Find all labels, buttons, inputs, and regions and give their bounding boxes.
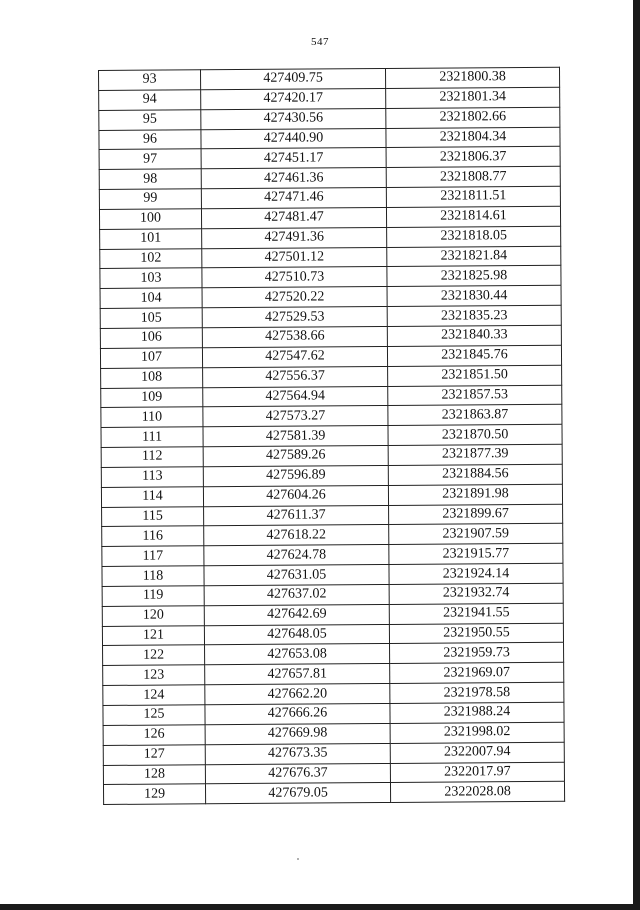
point-number-cell: 111 bbox=[101, 427, 203, 448]
x-coordinate-cell: 427596.89 bbox=[203, 465, 388, 486]
x-coordinate-cell: 427538.66 bbox=[202, 326, 387, 347]
x-coordinate-cell: 427510.73 bbox=[202, 267, 387, 288]
point-number-cell: 102 bbox=[100, 248, 202, 269]
x-coordinate-cell: 427642.69 bbox=[204, 604, 389, 625]
x-coordinate-cell: 427581.39 bbox=[203, 426, 388, 447]
y-coordinate-cell: 2321899.67 bbox=[389, 504, 563, 525]
y-coordinate-cell: 2322017.97 bbox=[390, 762, 564, 783]
point-number-cell: 120 bbox=[102, 606, 204, 627]
y-coordinate-cell: 2321998.02 bbox=[390, 722, 564, 743]
y-coordinate-cell: 2321845.76 bbox=[387, 345, 561, 366]
point-number-cell: 95 bbox=[99, 109, 201, 130]
y-coordinate-cell: 2321835.23 bbox=[387, 305, 561, 326]
y-coordinate-cell: 2321801.34 bbox=[386, 87, 560, 108]
y-coordinate-cell: 2321857.53 bbox=[388, 385, 562, 406]
x-coordinate-cell: 427624.78 bbox=[204, 545, 389, 566]
x-coordinate-cell: 427520.22 bbox=[202, 287, 387, 308]
x-coordinate-cell: 427662.20 bbox=[205, 684, 390, 705]
point-number-cell: 106 bbox=[100, 328, 202, 349]
y-coordinate-cell: 2321969.07 bbox=[390, 663, 564, 684]
point-number-cell: 108 bbox=[101, 367, 203, 388]
point-number-cell: 99 bbox=[99, 189, 201, 210]
x-coordinate-cell: 427673.35 bbox=[205, 743, 390, 764]
point-number-cell: 128 bbox=[103, 764, 205, 785]
y-coordinate-cell: 2321808.77 bbox=[386, 166, 560, 187]
y-coordinate-cell: 2321818.05 bbox=[387, 226, 561, 247]
table-row bbox=[103, 782, 564, 805]
point-number-cell: 129 bbox=[103, 784, 205, 805]
x-coordinate-cell: 427430.56 bbox=[201, 108, 386, 129]
point-number-cell: 103 bbox=[100, 268, 202, 289]
scan-speck bbox=[297, 858, 299, 860]
y-coordinate-cell: 2321800.38 bbox=[385, 67, 559, 88]
x-coordinate-cell: 427618.22 bbox=[204, 525, 389, 546]
x-coordinate-cell: 427669.98 bbox=[205, 723, 390, 744]
point-number-cell: 115 bbox=[102, 506, 204, 527]
x-coordinate-cell: 427604.26 bbox=[203, 485, 388, 506]
point-number-cell: 114 bbox=[101, 486, 203, 507]
x-coordinate-cell: 427611.37 bbox=[204, 505, 389, 526]
y-coordinate-cell: 2321840.33 bbox=[387, 325, 561, 346]
point-number-cell: 97 bbox=[99, 149, 201, 170]
point-number-cell: 105 bbox=[100, 308, 202, 329]
x-coordinate-cell: 427631.05 bbox=[204, 565, 389, 586]
y-coordinate-cell: 2321988.24 bbox=[390, 702, 564, 723]
y-coordinate-cell: 2321891.98 bbox=[388, 484, 562, 505]
y-coordinate-cell: 2321941.55 bbox=[389, 603, 563, 624]
x-coordinate-cell: 427679.05 bbox=[205, 783, 390, 804]
coordinates-table-container bbox=[98, 67, 561, 805]
point-number-cell: 94 bbox=[99, 90, 201, 111]
point-number-cell: 110 bbox=[101, 407, 203, 428]
point-number-cell: 104 bbox=[100, 288, 202, 309]
point-number-cell: 109 bbox=[101, 387, 203, 408]
y-coordinate-cell: 2321870.50 bbox=[388, 424, 562, 445]
y-coordinate-cell: 2321825.98 bbox=[387, 266, 561, 287]
point-number-cell: 118 bbox=[102, 566, 204, 587]
y-coordinate-cell: 2321932.74 bbox=[389, 583, 563, 604]
point-number-cell: 121 bbox=[102, 625, 204, 646]
y-coordinate-cell: 2321915.77 bbox=[389, 544, 563, 565]
point-number-cell: 127 bbox=[103, 744, 205, 765]
point-number-cell: 126 bbox=[103, 725, 205, 746]
page-number: 547 bbox=[311, 36, 329, 48]
x-coordinate-cell: 427529.53 bbox=[202, 307, 387, 328]
y-coordinate-cell: 2321830.44 bbox=[387, 286, 561, 307]
point-number-cell: 124 bbox=[103, 685, 205, 706]
y-coordinate-cell: 2321821.84 bbox=[387, 246, 561, 267]
coordinates-table bbox=[98, 67, 565, 805]
scan-edge-right bbox=[633, 0, 640, 910]
point-number-cell: 93 bbox=[99, 70, 201, 91]
coordinates-table-body bbox=[99, 67, 565, 804]
y-coordinate-cell: 2321884.56 bbox=[388, 464, 562, 485]
x-coordinate-cell: 427461.36 bbox=[201, 168, 386, 189]
point-number-cell: 98 bbox=[99, 169, 201, 190]
y-coordinate-cell: 2321959.73 bbox=[390, 643, 564, 664]
point-number-cell: 107 bbox=[100, 348, 202, 369]
x-coordinate-cell: 427648.05 bbox=[204, 624, 389, 645]
y-coordinate-cell: 2321804.34 bbox=[386, 127, 560, 148]
point-number-cell: 101 bbox=[100, 229, 202, 250]
point-number-cell: 122 bbox=[103, 645, 205, 666]
x-coordinate-cell: 427491.36 bbox=[202, 227, 387, 248]
point-number-cell: 113 bbox=[101, 467, 203, 488]
x-coordinate-cell: 427573.27 bbox=[203, 406, 388, 427]
point-number-cell: 96 bbox=[99, 129, 201, 150]
x-coordinate-cell: 427556.37 bbox=[203, 366, 388, 387]
x-coordinate-cell: 427501.12 bbox=[202, 247, 387, 268]
point-number-cell: 119 bbox=[102, 586, 204, 607]
y-coordinate-cell: 2321811.51 bbox=[386, 186, 560, 207]
scan-edge-bottom bbox=[0, 904, 640, 910]
point-number-cell: 117 bbox=[102, 546, 204, 567]
x-coordinate-cell: 427547.62 bbox=[202, 346, 387, 367]
x-coordinate-cell: 427589.26 bbox=[203, 446, 388, 467]
x-coordinate-cell: 427451.17 bbox=[201, 148, 386, 169]
y-coordinate-cell: 2321877.39 bbox=[388, 444, 562, 465]
y-coordinate-cell: 2321924.14 bbox=[389, 563, 563, 584]
y-coordinate-cell: 2322007.94 bbox=[390, 742, 564, 763]
y-coordinate-cell: 2321802.66 bbox=[386, 107, 560, 128]
y-coordinate-cell: 2321863.87 bbox=[388, 405, 562, 426]
x-coordinate-cell: 427440.90 bbox=[201, 128, 386, 149]
y-coordinate-cell: 2321851.50 bbox=[388, 365, 562, 386]
x-coordinate-cell: 427471.46 bbox=[201, 188, 386, 209]
x-coordinate-cell: 427409.75 bbox=[201, 68, 386, 89]
x-coordinate-cell: 427666.26 bbox=[205, 703, 390, 724]
point-number-cell: 116 bbox=[102, 526, 204, 547]
x-coordinate-cell: 427637.02 bbox=[204, 584, 389, 605]
y-coordinate-cell: 2321907.59 bbox=[389, 524, 563, 545]
x-coordinate-cell: 427481.47 bbox=[201, 207, 386, 228]
y-coordinate-cell: 2321950.55 bbox=[389, 623, 563, 644]
x-coordinate-cell: 427653.08 bbox=[205, 644, 390, 665]
y-coordinate-cell: 2322028.08 bbox=[390, 782, 564, 803]
x-coordinate-cell: 427564.94 bbox=[203, 386, 388, 407]
x-coordinate-cell: 427420.17 bbox=[201, 88, 386, 109]
y-coordinate-cell: 2321978.58 bbox=[390, 682, 564, 703]
y-coordinate-cell: 2321814.61 bbox=[386, 206, 560, 227]
x-coordinate-cell: 427657.81 bbox=[205, 664, 390, 685]
point-number-cell: 123 bbox=[103, 665, 205, 686]
point-number-cell: 100 bbox=[99, 209, 201, 230]
point-number-cell: 125 bbox=[103, 705, 205, 726]
y-coordinate-cell: 2321806.37 bbox=[386, 147, 560, 168]
x-coordinate-cell: 427676.37 bbox=[205, 763, 390, 784]
point-number-cell: 112 bbox=[101, 447, 203, 468]
